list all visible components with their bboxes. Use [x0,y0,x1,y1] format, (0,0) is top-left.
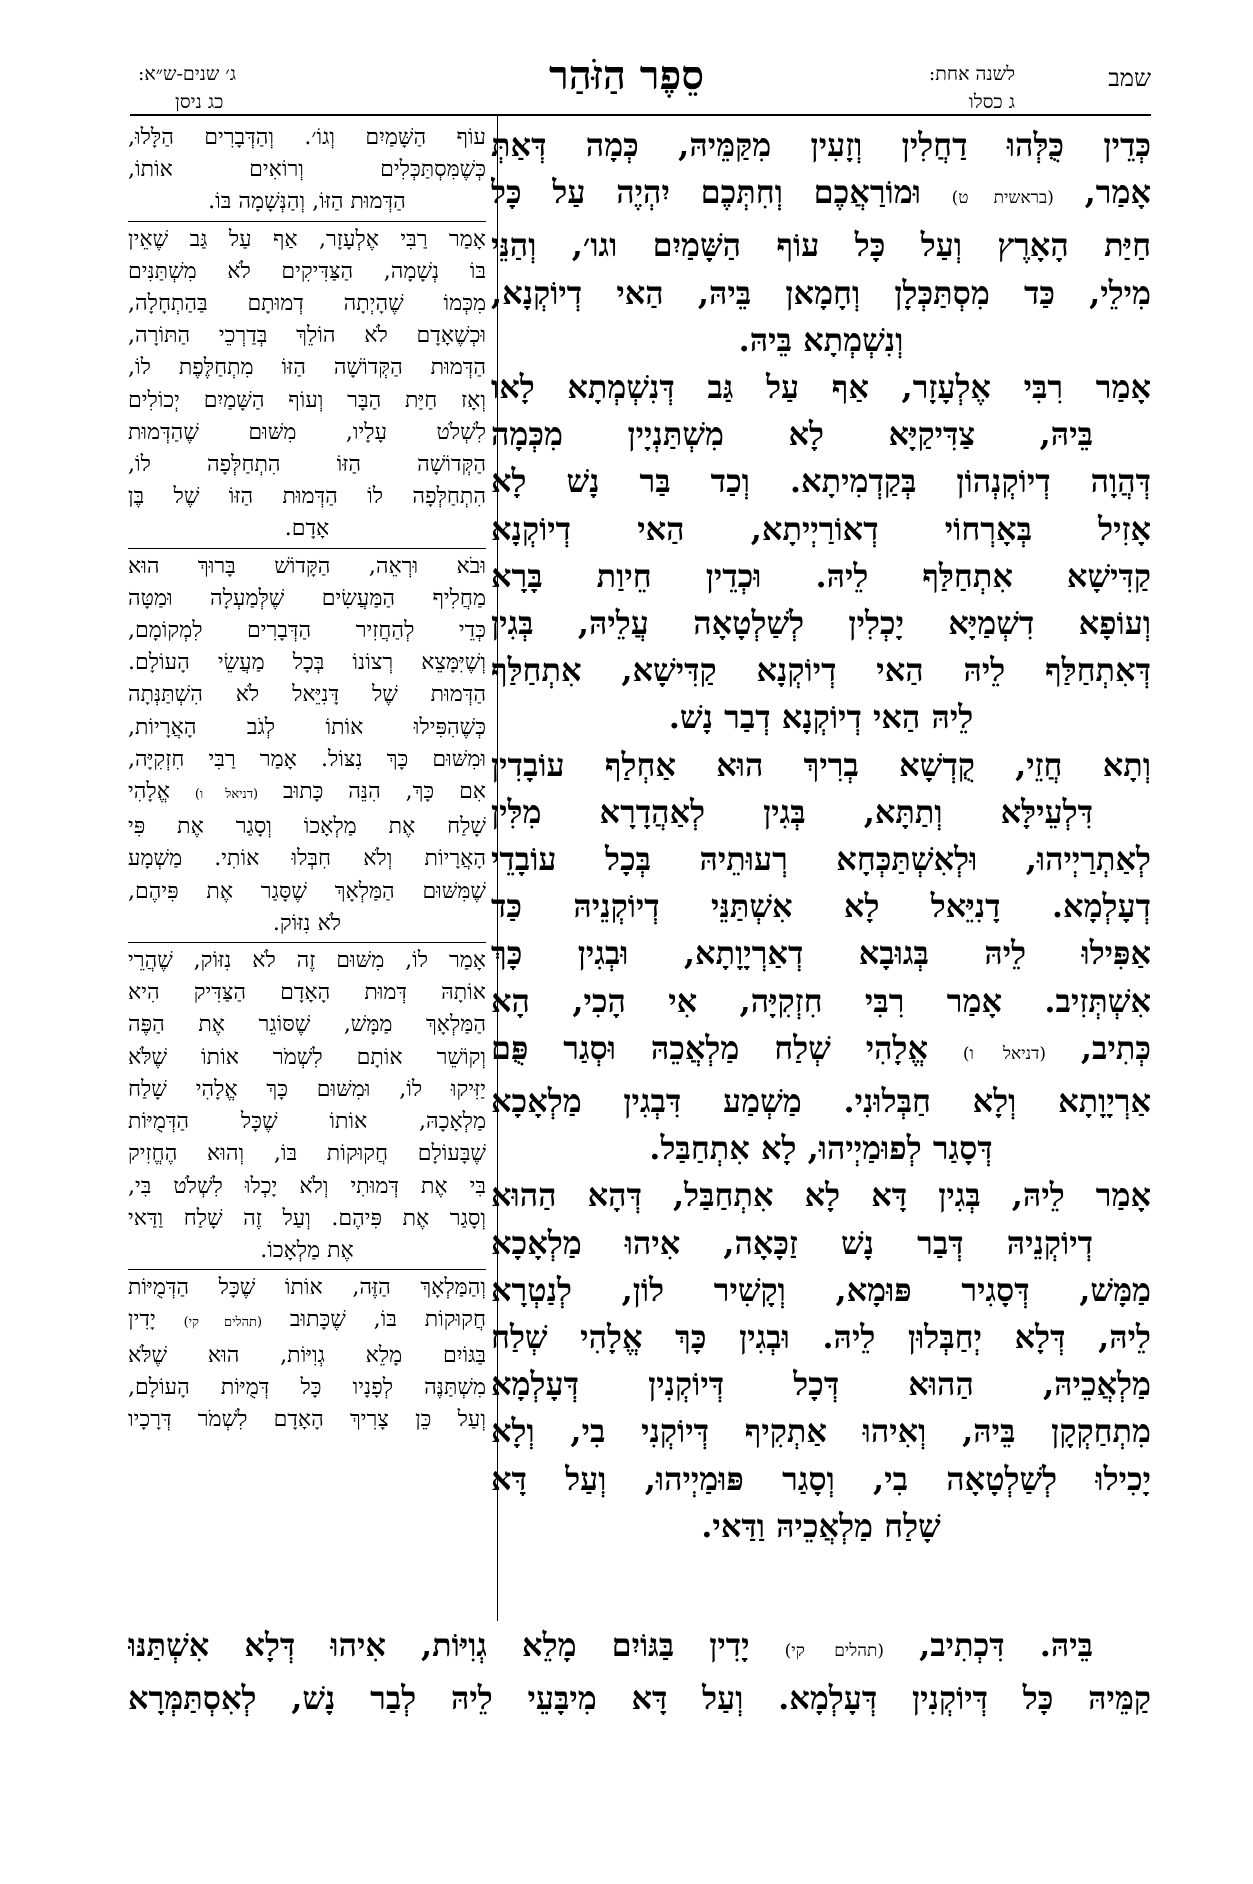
side-line: הַמַּלְאָךְ מַמָּשׁ, שֶׁסּוֹגֵר אֶת הַפֶּה [128,1012,486,1038]
side-line: אָמַר רַבִּי אֶלְעָזָר, אַף עַל גַּב שֶׁאֵין [128,226,486,252]
translation-paragraph [128,122,486,219]
citation-ref: (תהלים קי) [183,1315,263,1331]
side-line: שָׁלַח אֶת מַלְאָכוֹ וְסָגַר אֶת פִּי [128,814,486,840]
side-line: מַלְאָכָהּ, אוֹתוֹ שֶׁכָּל הַדְּמֻיּוֹת [128,1109,486,1135]
translation-paragraph [128,942,486,1267]
main-line: מַמָּשׁ, דְּסָגִיר פּוּמָא, וְקָשִׁיר לוֹן, לְנַטְרָא [491,1270,1151,1309]
side-line: מִכְּמוֹ שֶׁהָיְתָה דְמוּתָם בַּהַתְחָלָה, [128,291,486,317]
main-line: אַרְיָוָתָא וְלָא חַבְּלוּנִי. מַשְׁמַע דִּבְגִין מַלְאָכָא [491,1082,1151,1121]
main-line: כְּתִיב, (דניאל ו) אֱלָהִי שְׁלַח מַלְאֲכֵהּ וּסְגַר פֻּם [491,1028,1151,1067]
main-line: אָמַר רִבִּי אֶלְעָזָר, אַף עַל גַּב דְּנִשְׁמְתָא לָאו [491,368,1151,407]
side-line: חֲקוּקוֹת בּוֹ, שֶׁכָּתוּב (תהלים קי) יָדִין [128,1307,486,1333]
main-line: אָזִיל בְּאָרְחוֹי דְאוֹרַיְיתָא, הַאי דְיוֹקְנָא [491,509,1151,548]
side-line: וְאָז חַיַּת הַבָּר וְעוֹף הַשָּׁמַיִם יְכוֹלִים [128,387,486,413]
main-line: בֵּיהּ, צַדִּיקַיָּא לָא מִשְׁתַּנְיָין מִכְּמָה [491,415,1093,454]
page-title: סֵפֶר הַזֹּהַר [549,52,704,99]
main-line: שָׁלַח מַלְאֲכֵיהּ וַדַּאי. [701,1506,941,1545]
side-line: אוֹתָהּ דְּמוּת הָאָדָם הַצַּדִּיק הִיא [128,980,486,1006]
side-line: וּבֹא וּרְאֵה, הַקָּדוֹשׁ בָּרוּךְ הוּא [128,553,486,579]
main-line: לֵיהּ הַאי דְיוֹקְנָא דְבַר נָשׁ. [668,698,974,737]
main-text-column [491,122,1151,1550]
main-line: לְאַתְרַיְיהוּ, וּלְאִשְׁתַּכְּחָא רְעוּתֵיהּ בְּכָל עוֹבָדֵי [491,840,1151,879]
side-line: יַזִּיקוּ לוֹ, וּמִשּׁוּם כָּךְ אֱלָהִי שָׁלַח [128,1076,486,1102]
main-line: אַפִּילוּ לֵיהּ בְּגוּבָא דְאַרְיָוָתָא, וּבְגִין כָּךְ [491,934,1151,973]
header-date-three-years: כג ניסן [175,91,224,113]
side-line: כְּדֵי לְהַחֲזִיר הַדְּבָרִים לִמְקוֹמָם, [128,618,486,644]
main-line: קַדִּישָׁא אִתְחַלַּף לֵיהּ. וּכְדֵין חֵיוַת בָּרָא [491,556,1151,595]
translation-paragraph [128,1269,486,1436]
main-line: מַלְאֲכֵיהּ, הַהוּא דְּכָל דְּיוֹקְנִין דְּעָלְמָא [491,1365,1151,1404]
side-line: כְּשֶׁמִּסְתַּכְּלִים וְרוֹאִים אוֹתוֹ, [128,157,486,183]
main-line: אָמַר לֵיהּ, בְּגִין דָּא לָא אִתְחַבַּל, דְּהָא הַהוּא [491,1176,1151,1215]
translation-paragraph [128,221,486,546]
side-line: הַקְּדוֹשָׁה הַזּוֹ הִתְחַלְּפָה לוֹ, [128,452,486,478]
side-line: בַּגּוֹיִם מָלֵא גְוִיּוֹת, הוּא שֶׁלֹּא [128,1342,486,1368]
side-line: לֹא נִזּוֹק. [272,910,342,936]
bottom-text [128,1622,1151,1722]
side-line: וְהַמַּלְאָךְ הַזֶּה, אוֹתוֹ שֶׁכָּל הַדְּמֻיּוֹת [128,1275,486,1301]
citation-ref: (דניאל ו) [962,1043,1046,1064]
main-line: מִילֵי, כַּד מִסְתַּכְּלָן וְחָמָאן בֵּיהּ, הַאי דְיוֹקְנָא, [491,273,1151,312]
side-line: הִתְחַלְּפָה לוֹ הַדְּמוּת הַזּוֹ שֶׁל בֶּן [128,484,486,510]
side-line: וּמִשּׁוּם כָּךְ נִצּוֹל. אָמַר רַבִּי חִזְקִיָּה, [128,746,486,772]
side-line: הַדְּמוּת שֶׁל דָּנִיֵּאל לֹא הִשְׁתַּנְּתָה [128,682,486,708]
side-line: עוֹף הַשָּׁמַיִם וְגוֹ׳. וְהַדְּבָרִים הַלָּלוּ, [128,125,486,150]
main-line: כְּדֵין כֻּלְּהוּ דַחֲלִין וְזָעִין מִקַּמֵּיהּ, כְּמָה דְּאַתְּ [491,126,1151,164]
main-line: דְּהֲוָה דְיוֹקְנְהוֹן בְּקַדְמִיתָא. וְכַד בַּר נָשׁ לָא [491,462,1151,501]
side-line: אִם כָּךְ, הִנֵּה כָּתוּב (דניאל ו) אֱלָהִי [128,779,486,805]
side-line: מַחֲלִיף הַמַּעֲשִׂים שֶׁלְּמַעְלָה וּמַטָּה [128,585,486,611]
main-line: דְּאִתְחַלַּף לֵיהּ הַאי דְיוֹקְנָא קַדִּישָׁא, אִתְחַלַּף [491,651,1151,690]
side-line: הָאֲרָיוֹת וְלֹא חִבְּלוּ אוֹתִי. מַשְׁמָע [128,846,486,872]
main-line: אִשְׁתְּזִיב. אָמַר רִבִּי חִזְקִיָּה, אִי הָכִי, הָא [491,981,1151,1020]
side-line: שֶׁבָּעוֹלָם חֲקוּקוֹת בּוֹ, וְהוּא הֶחֱזִיק [128,1141,486,1167]
side-line: בּוֹ נְשָׁמָה, הַצַּדִּיקִים לֹא מִשְׁתַּנִּים [128,258,486,284]
main-line: דְעָלְמָא. דָנִיֵּאל לָא אִשְׁתַּנֵּי דְיוֹקְנֵיהּ כַּד [491,887,1151,926]
main-line: וְנִשְׁמְתָא בֵּיהּ. [738,320,904,359]
main-line: וְעוֹפָא דִשְׁמַיָּא יָכְלִין לְשַׁלְטָאָה עֲלֵיהּ, בְּגִין [491,604,1151,643]
side-line: וְשֶׁיִּמָּצֵא רְצוֹנוֹ בְּכָל מַעֲשֵׂי הָעוֹלָם. [128,650,486,676]
header-study-plan-one-year: לשנה אחת: [928,63,1015,85]
citation-ref: (תהלים קי) [784,1641,885,1661]
citation-ref: (בראשית ט) [951,188,1054,209]
main-line: יָכִילוּ לְשַׁלְטָאָה בִי, וְסָגַר פּוּמַיְיהוּ, וְעַל דָּא [491,1459,1151,1498]
main-line: מִתְחַקְקָן בֵּיהּ, וְאִיהוּ אַתְקִיף דְּיוֹקְנִי בִי, וְלָא [491,1412,1151,1451]
side-line: אָמַר לוֹ, מִשּׁוּם זֶה לֹא נִזּוֹק, שֶׁהֲרֵי [128,948,486,974]
side-line: בִּי אֶת דְּמוּתִי וְלֹא יָכְלוּ לִשְׁלֹט בִּי, [128,1173,486,1199]
header-rule [130,114,1151,116]
translation-column [128,122,486,1436]
bottom-line: בֵּיהּ. דִּכְתִיב, (תהלים קי) יָדִין בַּגּוֹיִם מָלֵא גְוִיּוֹת, אִיהוּ דְּלָא אִשְׁתַּנּוּ [128,1626,1094,1664]
main-line: אָמַר, (בראשית ט) וּמוֹרַאֲכֶם וְחִתְּכֶם יִהְיֶה עַל כָּל [491,173,1151,212]
main-line: דְיוֹקְנֵיהּ דְּבַר נָשׁ זַכָּאָה, אִיהוּ מַלְאָכָא [491,1223,1093,1262]
side-line: וְסָגַר אֶת פִּיהֶם. וְעַל זֶה שָׁלַח וַדַּאי [128,1205,486,1231]
side-line: שֶׁמִּשּׁוּם הַמַּלְאָךְ שֶׁסָּגַר אֶת פִּיהֶם, [128,878,486,904]
side-line: כְּשֶׁהִפִּילוּ אוֹתוֹ לְגֹב הָאֲרָיוֹת, [128,714,486,740]
main-line: דִּלְעֵילָּא וְתַתָּא, בְּגִין לְאַהֲדָרָא מִלִּין [491,792,1093,831]
side-line: מִשְׁתַּנֶּה לְפָנָיו כָּל דְּמֻיּוֹת הָעוֹלָם, [128,1374,486,1400]
header-date-one-year: ג כסלו [968,91,1015,113]
main-line: לֵיהּ, דְּלָא יְחַבְּלוּן לֵיהּ. וּבְגִין כָּךְ אֱלָהִי שְׁלַח [491,1318,1151,1357]
page-number: שמב [1108,64,1151,92]
translation-paragraph [128,548,486,940]
side-line: הַדְּמוּת הַקְּדוֹשָׁה הַזּוֹ מִתְחַלֶּפֶת לוֹ, [128,355,486,381]
citation-ref: (דניאל ו) [194,787,259,803]
side-line: וּכְשֶׁאָדָם לֹא הוֹלֵךְ בְּדַרְכֵי הַתּוֹרָה, [128,323,486,349]
main-line: חַיַּת הָאָרֶץ וְעַל כָּל עוֹף הַשָּׁמַיִם וגו׳, וְהַנֵּי [491,226,1151,265]
bottom-line: קַמֵּיהּ כָּל דְּיוֹקְנִין דְּעָלְמָא. וְעַל דָּא מִיבָּעֵי לֵיהּ לְבַר נָשׁ, לְאִסְתַּמְּרָא [128,1679,1151,1718]
side-line: הַדְּמוּת הַזּוֹ, וְהַנְּשָׁמָה בּוֹ. [208,189,406,215]
side-line: לִשְׁלֹט עָלָיו, מִשּׁוּם שֶׁהַדְּמוּת [128,419,486,445]
main-line: וְתָא חֲזֵי, קֻדְשָׁא בְרִיךְ הוּא אַחְלַף עוֹבָדִין [491,745,1151,784]
main-line: דְּסָגַר לְפוּמַיְיהוּ, לָא אִתְחַבַּל. [649,1129,993,1168]
header-study-plan-three-years: ג׳ שנים-ש״א: [138,63,237,85]
side-line: אֶת מַלְאָכוֹ. [260,1237,354,1263]
side-line: וְעַל כֵּן צָרִיךְ הָאָדָם לִשְׁמֹר דְּרָכָיו [128,1406,486,1432]
side-line: אָדָם. [284,516,330,542]
side-line: וְקוֹשֵׁר אוֹתָם לִשְׁמֹר אוֹתוֹ שֶׁלֹּא [128,1044,486,1070]
